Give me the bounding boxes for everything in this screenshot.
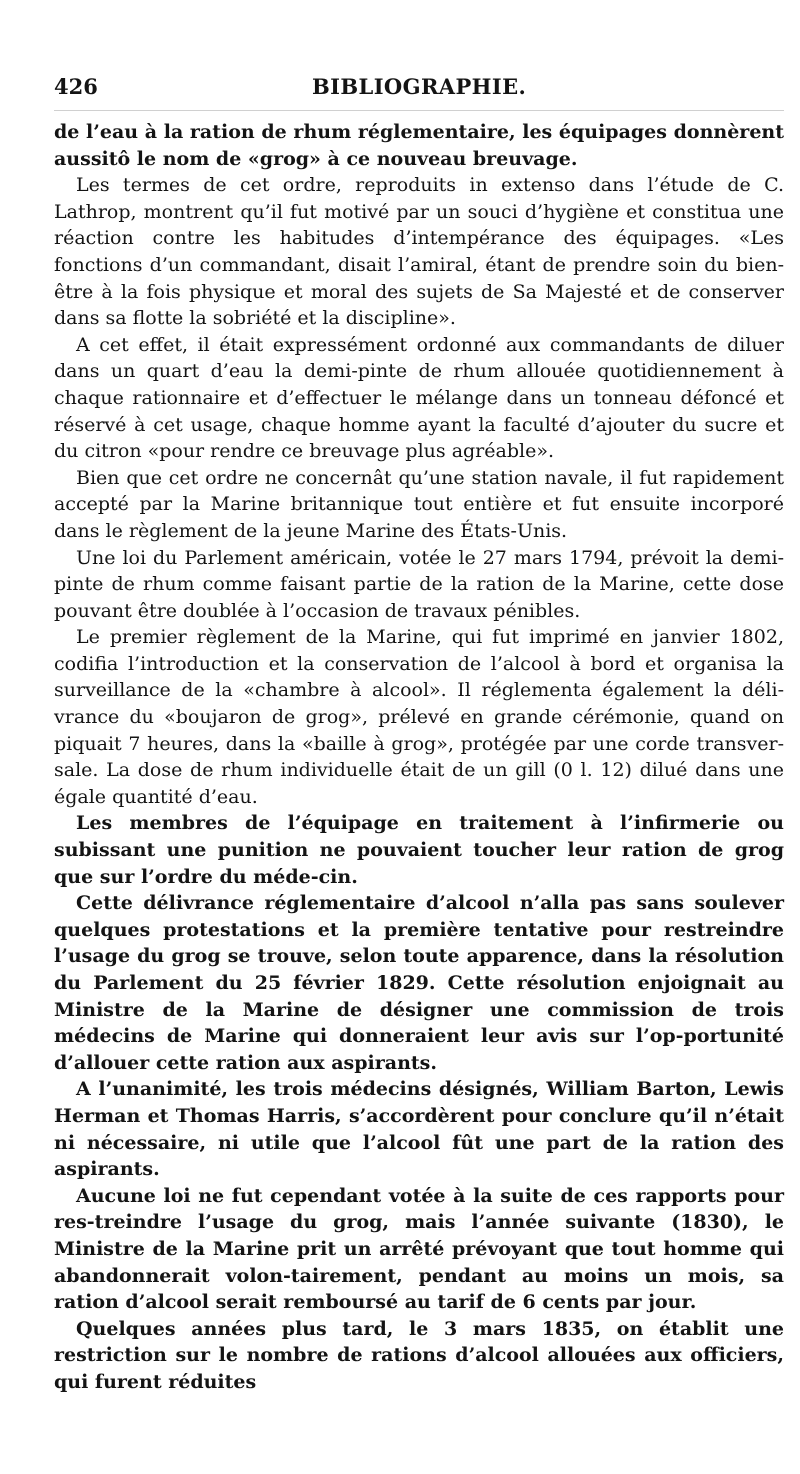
paragraph-10: Aucune loi ne fut cependant votée à la suite de ces rapports pour res-treindre l’usage du grog, mais l’année suivante (1830), le Ministre de la Marine prit un arrêté prévoyant que tout homme qui abandonnerait volon-tairement, pendant au moins un mois, sa ration d’alcool serait remboursé au tarif de 6 cents par jour. xyxy=(54,1184,784,1314)
paragraph-8: Cette délivrance réglementaire d’alcool n’alla pas sans soulever quelques protestations et la première tentative pour restreindre l’usage du grog se trouve, selon toute apparence, dans la résolution du Parlement du 25 février 1829. Cette résolution enjoignait au Ministre de la Marine de désigner une commission de trois médecins de Marine qui donneraient leur avis sur l’op-portunité d’allouer cette ration aux aspirants. xyxy=(54,892,784,1074)
paragraph-11: Quelques années plus tard, le 3 mars 1835, on établit une restriction sur le nombre de rations d’alcool allouées aux officiers, qui furent réduites xyxy=(54,1317,784,1393)
paragraph-2: Les termes de cet ordre, reproduits in extenso dans l’étude de C. Lathrop, montrent qu’il fut motivé par un souci d’hygiène et constitua une réaction contre les habitudes d’intempérance des équipages. «Les fonctions d’un commandant, disait l’amiral, étant de prendre soin du bien-être à la fois physique et moral des sujets de Sa Majesté et de conserver dans sa flotte la sobriété et la discipline». xyxy=(54,174,784,330)
book-page xyxy=(54,72,784,1396)
paragraph-3: A cet effet, il était expressément ordonné aux commandants de diluer dans un quart d’eau la demi-pinte de rhum allouée quotidiennement à chaque rationnaire et d’effectuer le mélange dans un tonneau défoncé et réservé à cet usage, chaque homme ayant la faculté d’ajouter du sucre et du citron «pour rendre ce breuvage plus agréable». xyxy=(54,333,784,463)
running-title: BIBLIOGRAPHIE. xyxy=(312,74,527,99)
paragraph-9: A l’unanimité, les trois médecins désignés, William Barton, Lewis Herman et Thomas Harris, s’accordèrent pour conclure qu’il n’était ni nécessaire, ni utile que l’alcool fût une part de la ration des aspirants. xyxy=(54,1078,784,1181)
page-body xyxy=(54,119,784,1396)
paragraph-7: Les membres de l’équipage en traitement à l’infirmerie ou subissant une punition ne pouvaient toucher leur ration de grog que sur l’ordre du méde-cin. xyxy=(54,812,784,888)
paragraph-6: Le premier règlement de la Marine, qui fut imprimé en janvier 1802, codifia l’introduction et la conservation de l’alcool à bord et organisa la surveillance de la «chambre à alcool». Il réglementa également la déli-vrance du «boujaron de grog», prélevé en grande cérémonie, quand on piquait 7 heures, dans la «baille à grog», protégée par une corde transver-sale. La dose de rhum individuelle était de un gill (0 l. 12) dilué dans une égale quantité d’eau. xyxy=(54,626,784,808)
paragraph-1: de l’eau à la ration de rhum réglementaire, les équipages donnèrent aussitô le nom de «grog» à ce nouveau breuvage. xyxy=(54,121,784,170)
paragraph-5: Une loi du Parlement américain, votée le 27 mars 1794, prévoit la demi-pinte de rhum comme faisant partie de la ration de la Marine, cette dose pouvant être doublée à l’occasion de travaux pénibles. xyxy=(54,546,784,622)
page-number: 426 xyxy=(54,74,98,99)
page-header xyxy=(54,72,784,111)
paragraph-4: Bien que cet ordre ne concernât qu’une station navale, il fut rapidement accepté par la Marine britannique tout entière et fut ensuite incorporé dans le règlement de la jeune Marine des États-Unis. xyxy=(54,466,784,542)
